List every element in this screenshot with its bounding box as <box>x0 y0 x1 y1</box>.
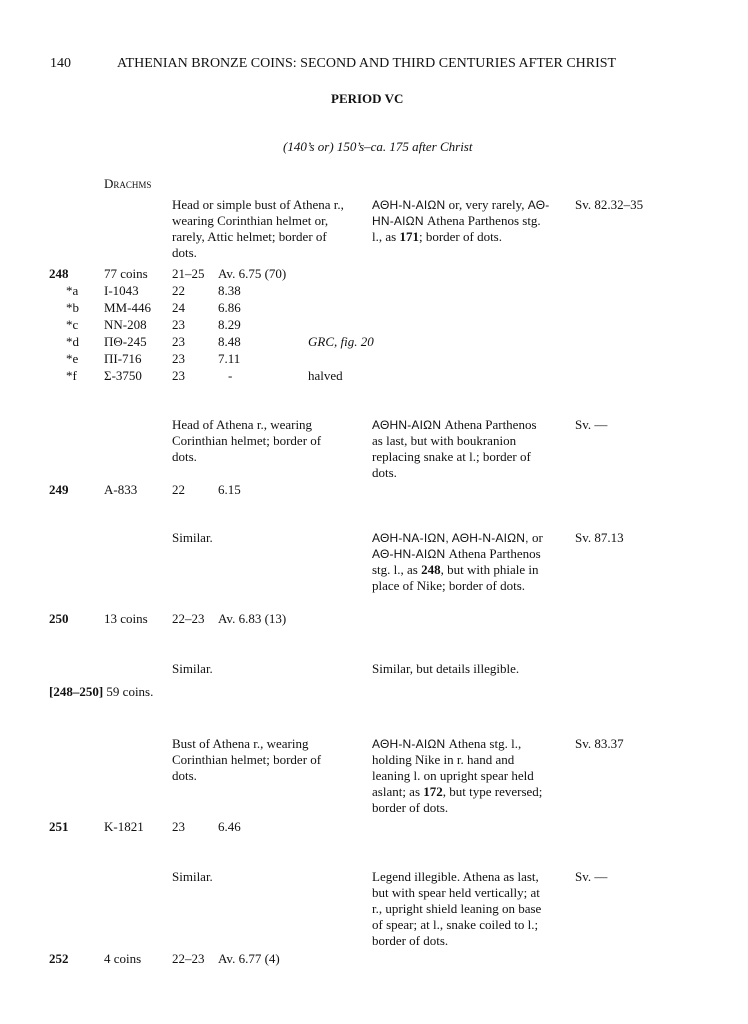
weight-250: Av. 6.83 (13) <box>218 611 287 626</box>
inventory-251: K-1821 <box>104 819 144 834</box>
reverse-legend: ΑΘΗ-Ν-ΑΙΩΝ <box>372 198 446 212</box>
obverse-description-illegible: Similar. <box>172 661 213 676</box>
reverse-legend: ΑΘΗ-ΝΑ-ΙΩΝ, ΑΘΗ-Ν-ΑΙΩΝ, <box>372 531 529 545</box>
inventory-249: A-833 <box>104 482 138 497</box>
catalog-number-250: 250 <box>49 611 69 626</box>
specimen-label: *f <box>66 368 77 383</box>
reverse-description-illegible: Similar, but details illegible. <box>372 661 520 676</box>
obverse-description-250: Similar. <box>172 530 213 545</box>
summary-total: [248–250] 59 coins. <box>49 684 154 699</box>
specimen-label: *c <box>66 317 79 332</box>
denomination-heading: Drachms <box>104 176 152 191</box>
reverse-description-249: ΑΘΗΝ-ΑΙΩΝ Athena Parthenos as last, but with boukranion replacing snake at l.; border of dots. <box>372 417 537 480</box>
reverse-description-248: ΑΘΗ-Ν-ΑΙΩΝ or, very rarely, ΑΘ-ΗΝ-ΑΙΩΝ Athena Parthenos stg. l., as 171; border of dots. <box>372 197 550 244</box>
specimen-note: GRC, fig. 20 <box>308 334 374 349</box>
reverse-description-251: ΑΘΗ-Ν-ΑΙΩΝ Athena stg. l., holding Nike in r. hand and leaning l. on upright spear held aslant; as 172, but type reversed; border of dots. <box>372 736 543 815</box>
reverse-legend: ΑΘ-ΗΝ-ΑΙΩΝ <box>372 198 550 228</box>
coin-count-250: 13 coins <box>104 611 148 626</box>
size-251: 23 <box>172 819 185 834</box>
coin-count-252: 4 coins <box>104 951 142 966</box>
page-number: 140 <box>50 56 71 71</box>
obverse-description-251: Bust of Athena r., wearing Corinthian helmet; border of dots. <box>172 736 322 783</box>
size-252: 22–23 <box>172 951 205 966</box>
size-250: 22–23 <box>172 611 205 626</box>
specimen-weight: 6.86 <box>218 300 241 315</box>
specimen-weight: 8.29 <box>218 317 241 332</box>
cross-reference: 172 <box>423 784 443 799</box>
reverse-legend: ΑΘΗ-Ν-ΑΙΩΝ <box>372 737 446 751</box>
cross-reference: 248 <box>421 562 441 577</box>
specimen-inventory: Σ-3750 <box>104 368 142 383</box>
cross-reference: 171 <box>399 229 419 244</box>
specimen-size: 23 <box>172 317 185 332</box>
specimen-inventory: ΠΘ-245 <box>104 334 147 349</box>
size-248: 21–25 <box>172 266 205 281</box>
specimen-size: 22 <box>172 283 185 298</box>
obverse-description-248: Head or simple bust of Athena r., wearing Corinthian helmet or, rarely, Attic helmet; border of dots. <box>172 197 344 260</box>
reverse-legend: ΑΘΗΝ-ΑΙΩΝ <box>372 418 442 432</box>
obverse-description-252: Similar. <box>172 869 213 884</box>
coin-count-248: 77 coins <box>104 266 148 281</box>
reverse-legend: ΑΘ-ΗΝ-ΑΙΩΝ <box>372 547 446 561</box>
svoronos-ref-252: Sv. — <box>575 869 608 884</box>
specimen-inventory: NN-208 <box>104 317 147 332</box>
specimen-weight: 8.38 <box>218 283 241 298</box>
specimen-weight: 7.11 <box>218 351 241 366</box>
specimen-inventory: ΠΙ-716 <box>104 351 142 366</box>
catalog-number-249: 249 <box>49 482 69 497</box>
specimen-label: *b <box>66 300 79 315</box>
specimen-label: *d <box>66 334 79 349</box>
size-249: 22 <box>172 482 185 497</box>
summary-range: [248–250] <box>49 684 104 699</box>
svoronos-ref-248: Sv. 82.32–35 <box>575 197 644 212</box>
svoronos-ref-250: Sv. 87.13 <box>575 530 624 545</box>
catalog-number-251: 251 <box>49 819 69 834</box>
period-title: PERIOD VC <box>331 91 404 106</box>
specimen-label: *e <box>66 351 79 366</box>
reverse-description-252: Legend illegible. Athena as last, but with spear held vertically; at r., upright shield leaning on base of spear; at l., snake coiled to l.; border of dots. <box>372 869 542 948</box>
reverse-description-250: ΑΘΗ-ΝΑ-ΙΩΝ, ΑΘΗ-Ν-ΑΙΩΝ, or ΑΘ-ΗΝ-ΑΙΩΝ Athena Parthenos stg. l., as 248, but with phiale in place of Nike; border of dots. <box>372 530 543 593</box>
specimen-size: 23 <box>172 351 185 366</box>
specimen-weight: 8.48 <box>218 334 241 349</box>
period-subtitle: (140’s or) 150’s–ca. 175 after Christ <box>283 139 473 154</box>
catalog-number-252: 252 <box>49 951 69 966</box>
obverse-description-249: Head of Athena r., wearing Corinthian helmet; border of dots. <box>172 417 322 464</box>
specimen-inventory: MM-446 <box>104 300 151 315</box>
catalog-number-248: 248 <box>49 266 69 281</box>
specimen-label: *a <box>66 283 79 298</box>
svoronos-ref-249: Sv. — <box>575 417 608 432</box>
specimen-size: 24 <box>172 300 185 315</box>
specimen-note: halved <box>308 368 343 383</box>
running-title: ATHENIAN BRONZE COINS: SECOND AND THIRD CENTURIES AFTER CHRIST <box>117 56 617 71</box>
specimen-size: 23 <box>172 368 185 383</box>
weight-251: 6.46 <box>218 819 241 834</box>
specimen-inventory: I-1043 <box>104 283 139 298</box>
svoronos-ref-251: Sv. 83.37 <box>575 736 624 751</box>
specimen-size: 23 <box>172 334 185 349</box>
weight-252: Av. 6.77 (4) <box>218 951 280 966</box>
weight-248: Av. 6.75 (70) <box>218 266 287 281</box>
specimen-weight: - <box>228 368 233 383</box>
weight-249: 6.15 <box>218 482 241 497</box>
